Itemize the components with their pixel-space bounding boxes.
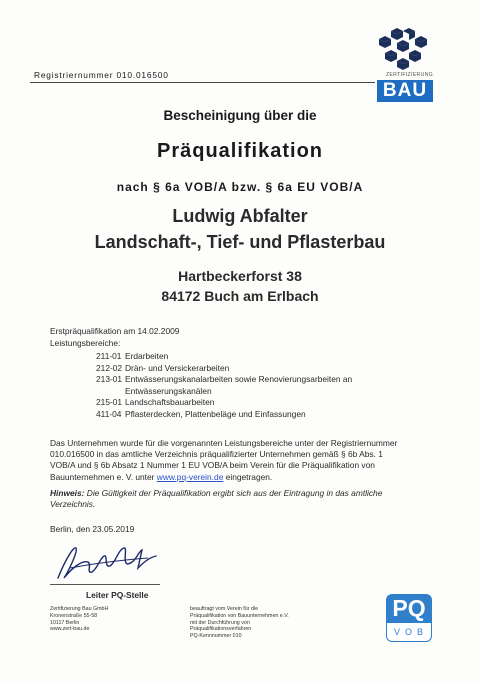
pq-badge-bottom: VOB [386, 622, 432, 642]
areas-label: Leistungsbereiche: [50, 338, 121, 348]
certificate-intro: Bescheinigung über die [163, 108, 317, 123]
list-item [96, 397, 426, 409]
pq-id-number: PQ-Kennnummer 010 [190, 633, 242, 640]
logo-bau-word: BAU [377, 80, 433, 102]
place-date: Berlin, den 23.05.2019 [50, 524, 135, 534]
company-city: 84172 Buch am Erlbach [161, 288, 319, 304]
service-areas-list [96, 351, 426, 421]
list-item [96, 363, 426, 375]
certificate-title: Präqualifikation [156, 140, 324, 162]
signer-role: Leiter PQ-Stelle [86, 590, 149, 600]
mandate-line: Präqualifikationsverfahren [190, 626, 252, 633]
area-code: 411-04 [96, 408, 122, 419]
cube-logo-icon [379, 26, 431, 70]
area-text: Erdarbeiten [125, 351, 169, 361]
address-line: 10117 Berlin [50, 619, 80, 626]
address-line: Zertifizierung Bau GmbH [50, 606, 109, 612]
address-line: Kronenstraße 55-58 [50, 612, 98, 619]
mandate-line: beauftragt vom Verein für die [190, 606, 259, 612]
pq-badge-top: PQ [386, 594, 432, 622]
area-code: 211-01 [96, 351, 122, 361]
mandate-line: mit der Durchführung von [190, 619, 250, 626]
paragraph-end: eingetragen. [225, 471, 273, 482]
hint-text: Die Gültigkeit der Präqualifikation ergibt sich aus der Eintragung in das amtliche Verzeichnis. [50, 488, 383, 510]
pq-vob-badge [384, 594, 434, 648]
pq-verein-link[interactable]: www.pq-verein.de [156, 471, 224, 482]
registration-number: Registriernummer 010.016500 [34, 70, 169, 80]
list-item [96, 351, 426, 363]
company-name: Ludwig Abfalter [172, 206, 308, 226]
registration-paragraph [50, 438, 410, 483]
signature [52, 538, 162, 584]
company-type: Landschaft-, Tief- und Pflasterbau [94, 232, 386, 252]
mandate-line: Präqualifikation von Bauunternehmen e.V. [190, 612, 289, 619]
company-street: Hartbeckerforst 38 [178, 268, 302, 284]
area-text: Landschaftsbauarbeiten [125, 397, 215, 408]
area-code: 215-01 [96, 397, 123, 408]
zertifizierung-bau-logo [369, 26, 439, 108]
area-text-continued: Entwässerungskanälen [125, 385, 212, 396]
list-item [96, 409, 426, 421]
hint-label: Hinweis: [50, 488, 85, 498]
legal-basis: nach § 6a VOB/A bzw. § 6a EU VOB/A [116, 180, 364, 194]
area-code: 213-01 [96, 374, 123, 385]
first-qualification-date: Erstpräqualifikation am 14.02.2009 [50, 326, 180, 336]
list-item [96, 374, 426, 386]
signature-line [50, 584, 160, 585]
mandate-note [190, 606, 360, 640]
area-text: Drän- und Versickerarbeiten [125, 362, 230, 373]
area-text: Entwässerungskanalarbeiten sowie Renovierungsarbeiten an [125, 374, 353, 385]
area-code: 212-02 [96, 362, 123, 373]
logo-caption: ZERTIFIZIERUNG [385, 72, 433, 78]
validity-hint [50, 488, 410, 510]
header-divider [30, 82, 375, 83]
area-text: Pflasterdecken, Plattenbeläge und Einfassungen [125, 408, 306, 419]
issuer-address [50, 606, 108, 633]
issuer-website: www.zert-bau.de [50, 626, 90, 633]
paragraph-text: Das Unternehmen wurde für die vorgenannten Leistungsbereiche unter der Registriernummer 010.016500 in das amtliche Verzeichnis präqualifizierter Unternehmen gemäß § 6b Abs. 1 VOB/A und § 6b Absatz 1 Nummer 1 EU VOB/A beim Verein für die Präqualifikation von Bauunternehmen e. V. unter [50, 438, 398, 482]
